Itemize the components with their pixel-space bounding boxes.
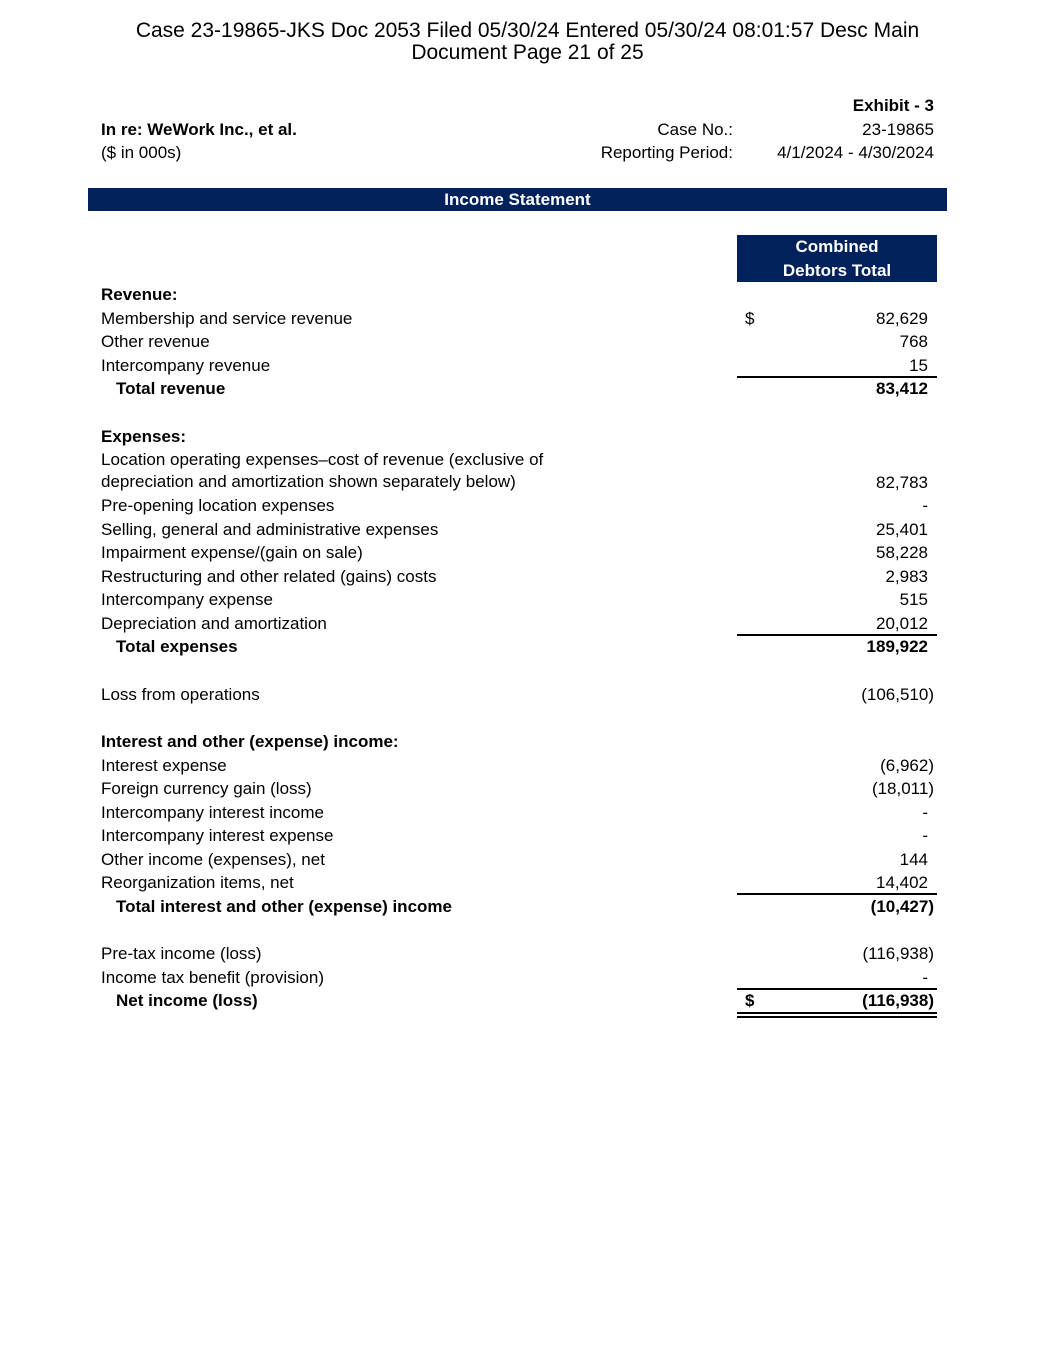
subtotal-rule (737, 376, 937, 378)
tax-label: Income tax benefit (provision) (101, 968, 324, 987)
double-rule-top (737, 1012, 937, 1014)
row-value: 82,783 (876, 473, 928, 492)
case-no-label: Case No.: (657, 120, 733, 139)
row-value: 58,228 (876, 543, 928, 562)
row-value: 515 (899, 590, 928, 609)
expenses-heading: Expenses: (101, 427, 187, 446)
row-label: Membership and service revenue (101, 309, 353, 328)
currency-symbol: $ (745, 991, 755, 1010)
row-label: Depreciation and amortization (101, 614, 327, 633)
exhibit-label: Exhibit - 3 (852, 96, 934, 115)
units-note: ($ in 000s) (101, 143, 182, 162)
court-header-line-1: Case 23-19865-JKS Doc 2053 Filed 05/30/24 Entered 05/30/24 08:01:57 Desc Main (135, 19, 920, 42)
loss-from-operations-value: (106,510) (861, 685, 934, 704)
column-header-line-1: Combined (795, 237, 879, 256)
row-value: 25,401 (876, 520, 928, 539)
row-label: Pre-opening location expenses (101, 496, 335, 515)
total-interest-value: (10,427) (870, 897, 934, 916)
net-income-value: (116,938) (862, 991, 934, 1010)
row-label: Selling, general and administrative expenses (101, 520, 439, 539)
pretax-value: (116,938) (862, 944, 934, 963)
row-value: 20,012 (876, 614, 928, 633)
row-value: (6,962) (880, 756, 934, 775)
row-label: depreciation and amortization shown separately below) (101, 472, 516, 491)
subtotal-rule (737, 893, 937, 895)
row-label: Reorganization items, net (101, 873, 294, 892)
total-expenses-value: 189,922 (866, 637, 928, 656)
subtotal-rule (737, 634, 937, 636)
total-interest-label: Total interest and other (expense) income (116, 897, 452, 916)
row-label: Intercompany expense (101, 590, 273, 609)
column-header (737, 235, 937, 282)
statement-title-banner (88, 188, 947, 211)
row-value: 768 (899, 332, 928, 351)
total-expenses-label: Total expenses (116, 637, 238, 656)
reporting-period-label: Reporting Period: (600, 143, 733, 162)
tax-value: - (922, 968, 928, 987)
subtotal-rule (737, 988, 937, 990)
row-label: Other income (expenses), net (101, 850, 325, 869)
row-label: Foreign currency gain (loss) (101, 779, 312, 798)
total-revenue-value: 83,412 (876, 379, 928, 398)
row-label: Intercompany interest expense (101, 826, 334, 845)
row-label: Other revenue (101, 332, 210, 351)
in-re-title: In re: WeWork Inc., et al. (101, 120, 297, 139)
row-value: 144 (899, 850, 928, 869)
row-value: 15 (909, 356, 928, 375)
double-rule-bottom (737, 1016, 937, 1018)
row-value: 82,629 (876, 309, 928, 328)
reporting-period-value: 4/1/2024 - 4/30/2024 (777, 143, 934, 162)
row-value: - (922, 496, 928, 515)
currency-symbol: $ (745, 309, 755, 328)
statement-title: Income Statement (444, 190, 591, 209)
court-header-line-2: Document Page 21 of 25 (411, 41, 644, 64)
row-label: Intercompany revenue (101, 356, 271, 375)
row-value: 2,983 (885, 567, 928, 586)
row-value: - (922, 826, 928, 845)
row-value: 14,402 (876, 873, 928, 892)
revenue-heading: Revenue: (101, 285, 178, 304)
column-header-line-2: Debtors Total (782, 260, 892, 280)
row-label: Restructuring and other related (gains) costs (101, 567, 437, 586)
row-label: Location operating expenses–cost of revenue (exclusive of (101, 450, 544, 469)
interest-heading: Interest and other (expense) income: (101, 732, 399, 751)
row-label: Interest expense (101, 756, 227, 775)
loss-from-operations-label: Loss from operations (101, 685, 260, 704)
row-value: - (922, 803, 928, 822)
row-value: (18,011) (871, 779, 934, 798)
row-label: Intercompany interest income (101, 803, 324, 822)
net-income-label: Net income (loss) (116, 991, 258, 1010)
pretax-label: Pre-tax income (loss) (101, 944, 262, 963)
row-label: Impairment expense/(gain on sale) (101, 543, 363, 562)
case-no-value: 23-19865 (862, 120, 934, 139)
total-revenue-label: Total revenue (116, 379, 226, 398)
